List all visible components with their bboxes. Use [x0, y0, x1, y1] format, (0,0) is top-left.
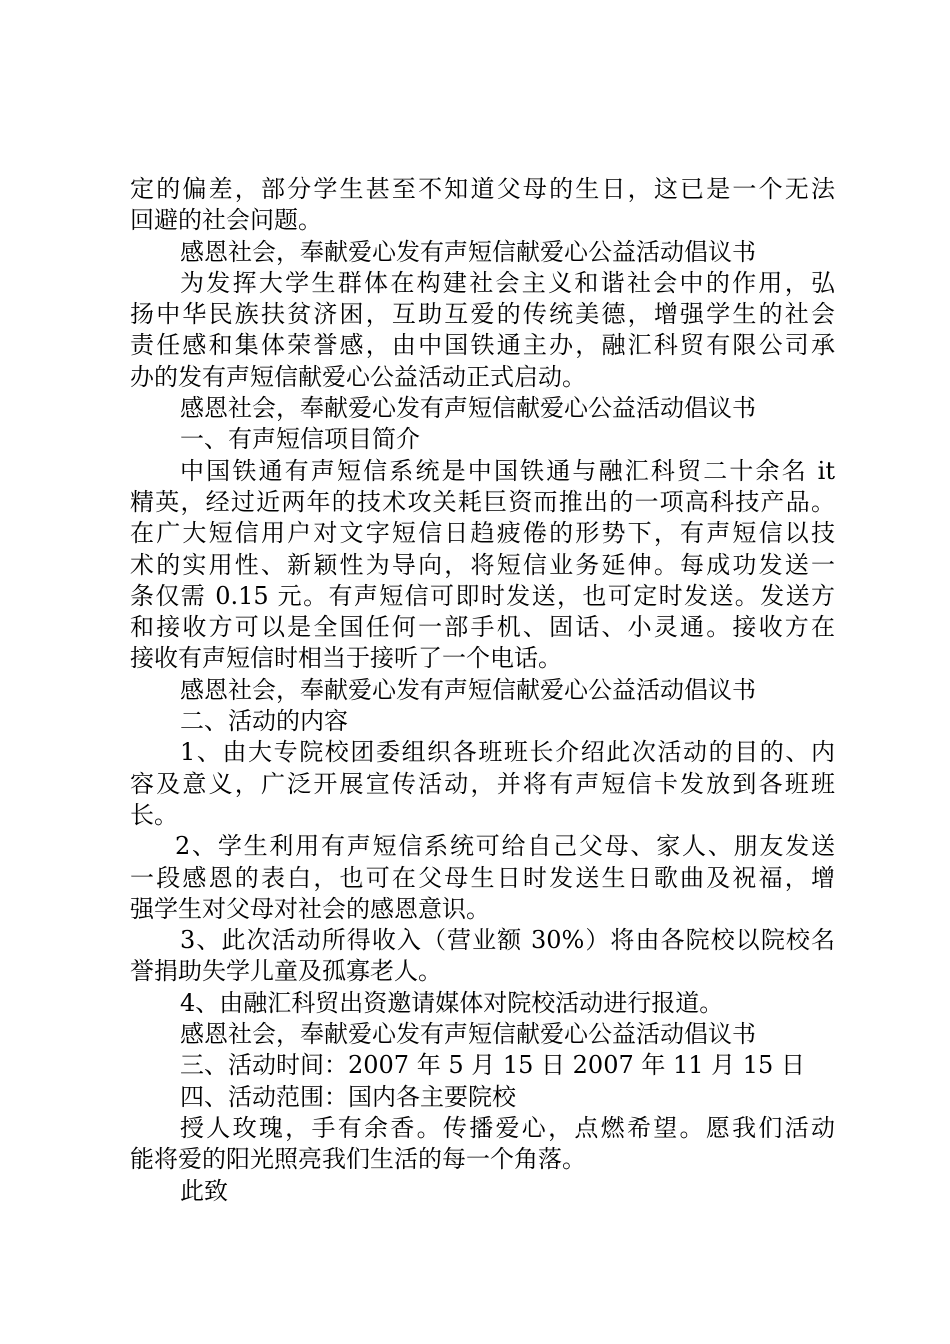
- body-line: 扬中华民族扶贫济困，互助互爱的传统美德，增强学生的社会: [130, 300, 835, 329]
- body-line: 责任感和集体荣誉感，由中国铁通主办，融汇科贸有限公司承: [130, 331, 835, 360]
- body-line: 授人玫瑰，手有余香。传播爱心，点燃希望。愿我们活动: [180, 1113, 835, 1142]
- body-line: 在广大短信用户对文字短信日趋疲倦的形势下，有声短信以技: [130, 519, 835, 548]
- section-heading: 二、活动的内容: [180, 707, 348, 736]
- list-item-line: 4、由融汇科贸出资邀请媒体对院校活动进行报道。: [180, 988, 724, 1017]
- closing-line: 此致: [180, 1176, 228, 1205]
- list-item-line: 誉捐助失学儿童及孤寡老人。: [130, 957, 442, 986]
- body-line: 为发挥大学生群体在构建社会主义和谐社会中的作用，弘: [180, 268, 835, 297]
- list-item-line: 一段感恩的表白，也可在父母生日时发送生日歌曲及祝福，增: [130, 863, 835, 892]
- body-line: 中国铁通有声短信系统是中国铁通与融汇科贸二十余名 it: [180, 456, 835, 485]
- body-line: 接收有声短信时相当于接听了一个电话。: [130, 644, 562, 673]
- section-heading: 三、活动时间：2007 年 5 月 15 日 2007 年 11 月 15 日: [180, 1051, 805, 1080]
- body-line: 定的偏差，部分学生甚至不知道父母的生日，这已是一个无法: [130, 175, 835, 203]
- body-line: 和接收方可以是全国任何一部手机、固话、小灵通。接收方在: [130, 613, 835, 642]
- list-item-line: 长。: [130, 800, 178, 829]
- body-line: 能将爱的阳光照亮我们生活的每一个角落。: [130, 1145, 586, 1174]
- body-line: 精英，经过近两年的技术攻关耗巨资而推出的一项高科技产品。: [130, 487, 835, 516]
- body-line: 术的实用性、新颖性为导向，将短信业务延伸。每成功发送一: [130, 550, 835, 579]
- body-line: 办的发有声短信献爱心公益活动正式启动。: [130, 362, 586, 391]
- section-heading: 感恩社会，奉献爱心发有声短信献爱心公益活动倡议书: [180, 394, 756, 423]
- body-line: 条仅需 0.15 元。有声短信可即时发送，也可定时发送。发送方: [130, 581, 835, 610]
- list-item-line: 1、由大专院校团委组织各班班长介绍此次活动的目的、内: [180, 738, 835, 767]
- section-heading: 一、有声短信项目简介: [180, 425, 420, 454]
- section-heading: 感恩社会，奉献爱心发有声短信献爱心公益活动倡议书: [180, 675, 756, 704]
- body-line: 回避的社会问题。: [130, 206, 322, 235]
- section-heading: 感恩社会，奉献爱心发有声短信献爱心公益活动倡议书: [180, 237, 756, 266]
- list-item-line: 3、此次活动所得收入（营业额 30%）将由各院校以院校名: [180, 926, 835, 955]
- list-item-line: 2、学生利用有声短信系统可给自己父母、家人、朋友发送: [175, 832, 835, 861]
- section-heading: 感恩社会，奉献爱心发有声短信献爱心公益活动倡议书: [180, 1020, 756, 1049]
- section-heading: 四、活动范围：国内各主要院校: [180, 1082, 516, 1111]
- list-item-line: 强学生对父母对社会的感恩意识。: [130, 894, 490, 923]
- list-item-line: 容及意义，广泛开展宣传活动，并将有声短信卡发放到各班班: [130, 769, 835, 798]
- document-body: [130, 174, 835, 1207]
